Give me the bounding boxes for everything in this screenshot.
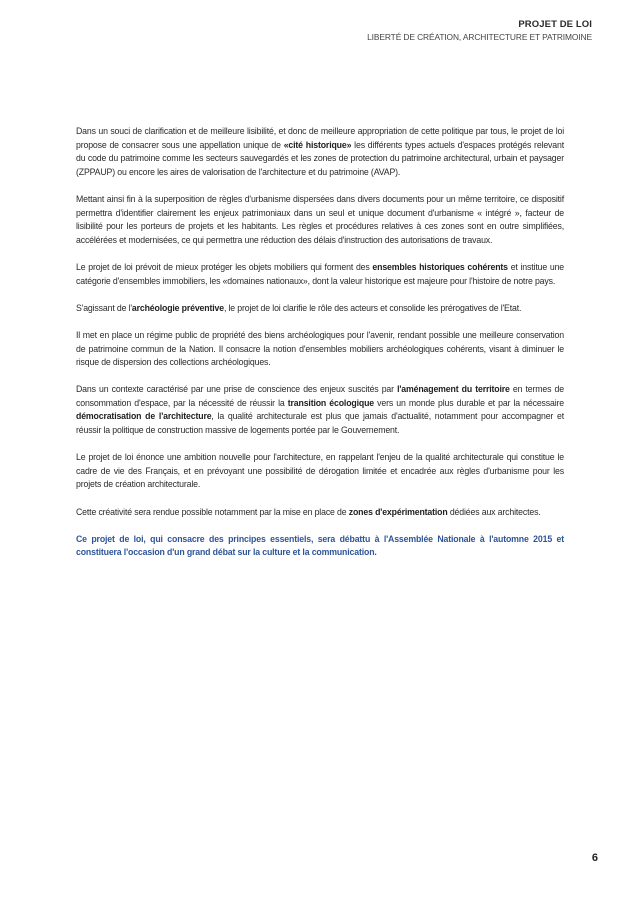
paragraph-list (76, 125, 564, 519)
emphasis-text: transition écologique (287, 397, 374, 408)
emphasis-text: «cité historique» (283, 139, 352, 150)
body-content (76, 125, 564, 574)
paragraph-text: , la qualité architecturale est plus que jamais d'actualité, notamment pour accompagner et réussir la politique de construction massive de logements portée par le Gouvernement. (76, 411, 564, 436)
body-paragraph (76, 383, 564, 437)
paragraph-text: Dans un contexte caractérisé par une prise de conscience des enjeux suscités par (76, 384, 398, 395)
body-paragraph (76, 193, 564, 247)
body-paragraph (76, 302, 564, 316)
body-paragraph (76, 125, 564, 179)
body-paragraph (76, 261, 564, 288)
paragraph-text: dédiées aux architectes. (447, 506, 541, 517)
emphasis-text: ensembles historiques cohérents (372, 261, 508, 272)
paragraph-text: et institue une catégorie d'ensembles immobiliers, les «domaines nationaux», dont la valeur historique est majeure pour l'histoire de notre pays. (76, 261, 564, 286)
emphasis-text: l'aménagement du territoire (397, 384, 510, 395)
body-paragraph (76, 329, 564, 370)
body-paragraph (76, 451, 564, 492)
paragraph-text: , le projet de loi clarifie le rôle des acteurs et consolide les prérogatives de l'Etat. (223, 302, 522, 313)
emphasis-text: zones d'expérimentation (348, 506, 448, 517)
paragraph-text: Cette créativité sera rendue possible notamment par la mise en place de (76, 506, 349, 517)
emphasis-text: archéologie préventive (131, 302, 224, 313)
paragraph-text: Il met en place un régime public de propriété des biens archéologiques pour l'avenir, rendant possible une meilleure conservation de patrimoine commun de la Nation. Il consacre la notion d'ensembles mobiliers archéologiques cohérents, visant à diminuer le risque de dispersion des collections archéologiques. (76, 329, 564, 368)
closing-statement: Ce projet de loi, qui consacre des principes essentiels, sera débattu à l'Assemblée Nationale à l'automne 2015 et constituera l'occasion d'un grand débat sur la culture et la communication. (76, 533, 564, 558)
paragraph-text: en termes de consommation d'espace, par la nécessité de réussir la (76, 384, 564, 408)
document-type: PROJET DE LOI (518, 19, 592, 30)
document-subtitle: LIBERTÉ DE CRÉATION, ARCHITECTURE ET PATRIMOINE (367, 32, 592, 42)
body-paragraph (76, 506, 564, 520)
page-header (367, 18, 592, 43)
emphasis-text: démocratisation de l'architecture (76, 411, 212, 422)
paragraph-text: Mettant ainsi fin à la superposition de règles d'urbanisme dispersées dans divers documents pour un même territoire, ce dispositif permettra d'identifier clairement les enjeux patrimoniaux dans un seul et unique document d'urbanisme « intégré », facteur de lisibilité pour les porteurs de projets et les habitants. Les règles et procédures relatives à ces zones sont en outre simplifiées, accélérées et modernisées, ce qui permettra une réduction des délais d'instruction des autorisations de travaux. (76, 193, 564, 245)
paragraph-text: vers un monde plus durable et par la nécessaire (373, 397, 564, 408)
paragraph-text: Dans un souci de clarification et de meilleure lisibilité, et donc de meilleure appropriation de cette politique par tous, le projet de loi propose de consacrer sous une appellation unique de (76, 126, 564, 150)
paragraph-text: S'agissant de l' (76, 302, 132, 313)
paragraph-text: Le projet de loi énonce une ambition nouvelle pour l'architecture, en rappelant l'enjeu de la qualité architecturale qui constitue le cadre de vie des Français, et en prévoyant une possibilité de dérogation limitée et encadrée aux règles d'urbanisme pour les projets de création architecturale. (76, 452, 564, 490)
paragraph-text: les différents types actuels d'espaces protégés relevant du code du patrimoine comme les secteurs sauvegardés et les zones de protection du patrimoine architectural, urbain et paysager (ZPPAUP) ou encore les aires de valorisation de l'architecture et du patrimoine (AVAP). (76, 139, 564, 177)
page-number: 6 (591, 852, 598, 864)
paragraph-text: Le projet de loi prévoit de mieux protéger les objets mobiliers qui forment des (76, 261, 373, 272)
